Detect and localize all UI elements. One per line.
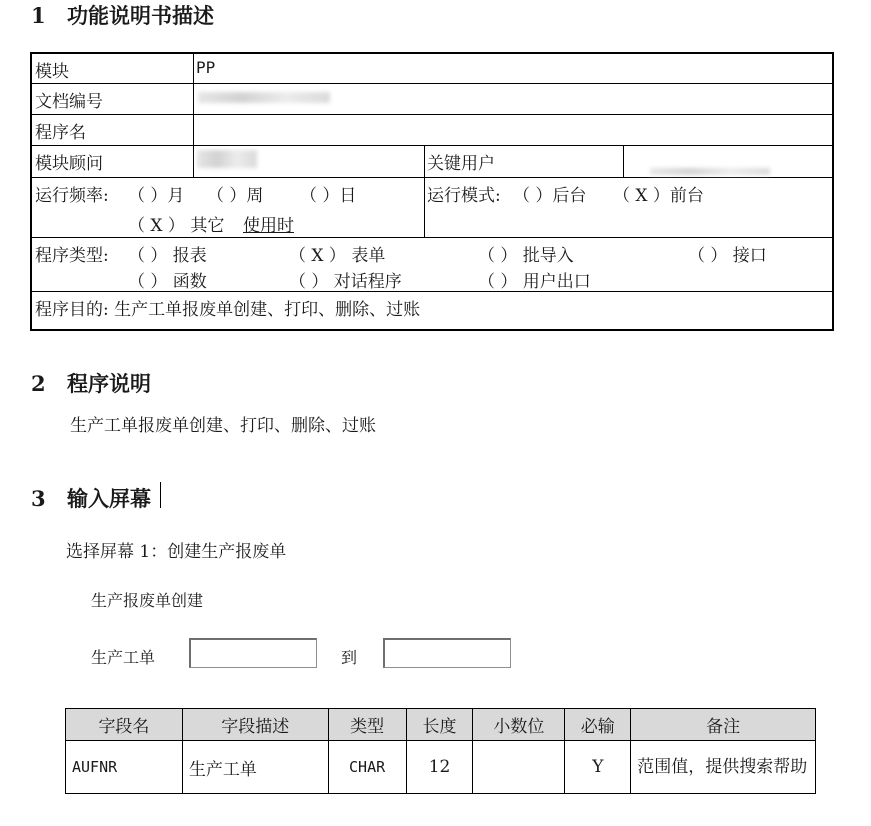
type-label: 程序类型:: [35, 246, 109, 266]
to-label: 到: [341, 648, 358, 667]
type-user-exit: （ ） 用户出口: [478, 272, 591, 292]
text-cursor: [160, 482, 161, 508]
type-form: （ X ） 表单: [289, 246, 386, 266]
cell-required: Y: [565, 741, 631, 794]
type-dialog: （ ） 对话程序: [289, 272, 402, 292]
consultant-label: 模块顾问: [35, 154, 103, 174]
production-order-from-input[interactable]: [189, 638, 317, 668]
section-1-heading: 1 功能说明书描述: [31, 3, 214, 28]
cell-note: 范围值，提供搜索帮助: [631, 741, 816, 794]
doc-no-label: 文档编号: [35, 92, 103, 112]
redacted-consultant: [197, 150, 257, 168]
selection-screen-label: 选择屏幕 1：创建生产报废单: [66, 542, 287, 562]
redacted-key-user: [650, 168, 770, 175]
type-function: （ ） 函数: [128, 272, 207, 292]
header-field-desc: 字段描述: [182, 709, 328, 741]
production-order-to-input[interactable]: [383, 638, 511, 668]
key-user-label: 关键用户: [427, 154, 495, 174]
freq-other: （ X ） 其它: [128, 216, 225, 236]
program-name-label: 程序名: [35, 123, 86, 143]
cell-type: CHAR: [328, 741, 406, 794]
header-decimals: 小数位: [473, 709, 565, 741]
header-type: 类型: [328, 709, 406, 741]
redacted-doc-no: [198, 92, 330, 103]
module-label: 模块: [35, 62, 69, 82]
header-length: 长度: [406, 709, 473, 741]
screen-title: 生产报废单创建: [91, 591, 204, 610]
freq-other-value: 使用时: [243, 216, 294, 236]
freq-day: （ ）日: [300, 186, 357, 206]
header-note: 备注: [631, 709, 816, 741]
fields-table: [65, 708, 816, 794]
cell-decimals: [473, 741, 565, 794]
section-3-heading: 3 输入屏幕: [31, 486, 151, 511]
table-row: [66, 741, 816, 794]
mode-background: （ ）后台: [513, 186, 587, 206]
module-value: PP: [196, 58, 216, 77]
field-label-production-order: 生产工单: [91, 648, 156, 667]
cell-field-desc: 生产工单: [182, 741, 328, 794]
header-field-name: 字段名: [66, 709, 183, 741]
type-batch-import: （ ） 批导入: [478, 246, 574, 266]
program-purpose: 程序目的: 生产工单报废单创建、打印、删除、过账: [35, 300, 421, 320]
freq-month: （ ）月: [128, 186, 185, 206]
type-report: （ ） 报表: [128, 246, 207, 266]
cell-field-name: AUFNR: [66, 741, 183, 794]
freq-week: （ ）周: [207, 186, 264, 206]
mode-foreground: （ X ）前台: [613, 186, 704, 206]
freq-label: 运行频率:: [35, 186, 109, 206]
mode-label: 运行模式:: [427, 186, 501, 206]
type-interface: （ ） 接口: [688, 246, 767, 266]
cell-length: 12: [406, 741, 473, 794]
section-2-body: 生产工单报废单创建、打印、删除、过账: [70, 416, 376, 436]
section-2-heading: 2 程序说明: [31, 371, 151, 396]
header-required: 必输: [565, 709, 631, 741]
table-header-row: [66, 709, 816, 741]
